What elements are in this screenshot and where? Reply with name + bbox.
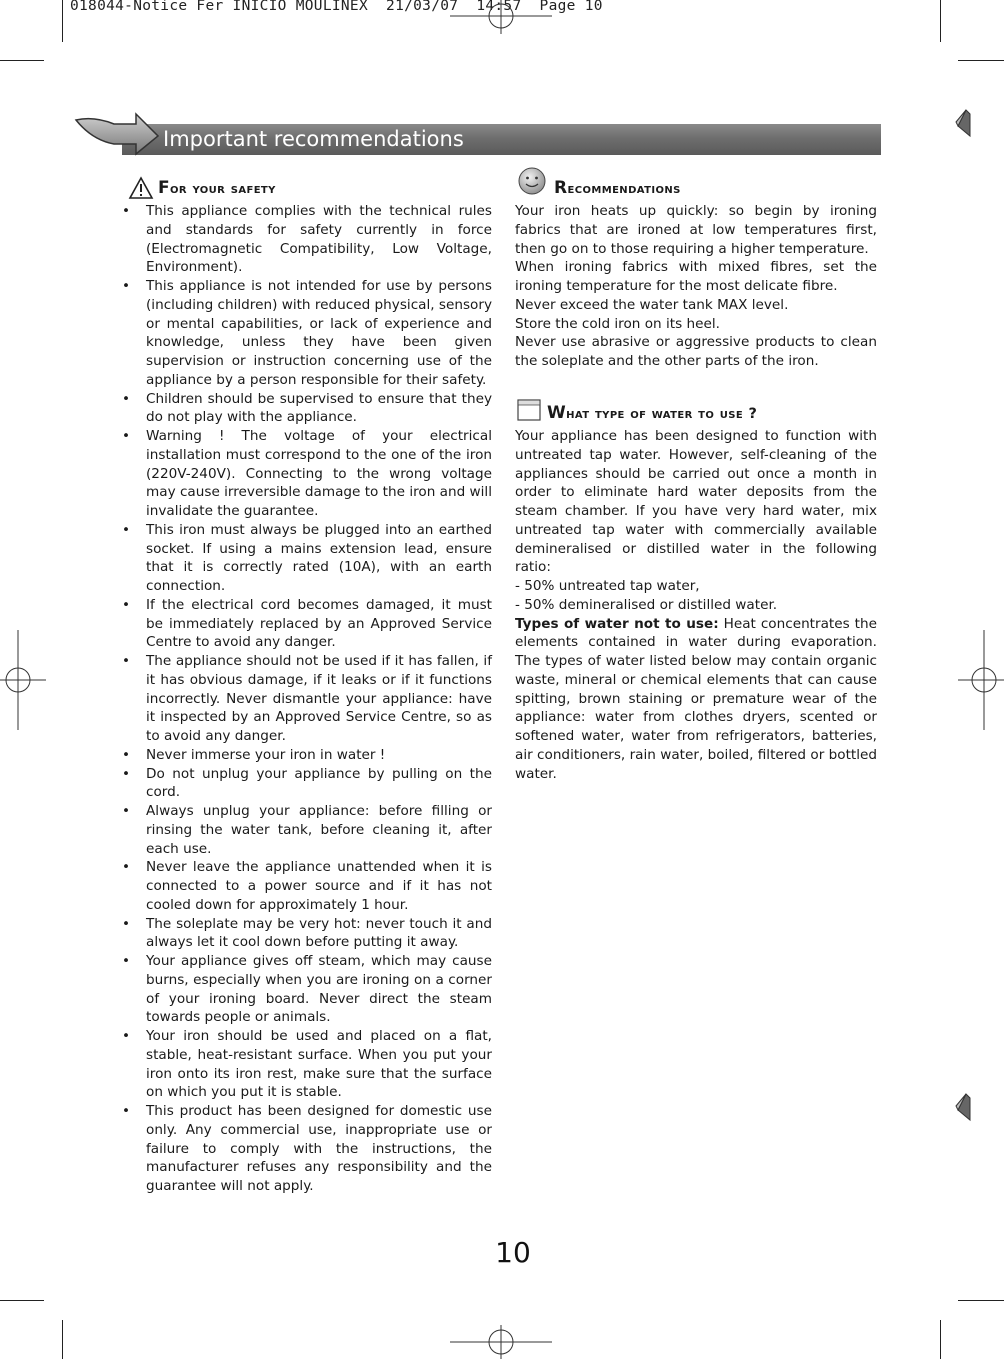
crop-mark-bottom-left-v: [62, 1320, 63, 1359]
list-item: • The appliance should not be used if it has fallen, if it has obvious damage, if it leaks or if it functions incorrectly. Never dismantle your appliance: have it inspected by an Approved Service Centre, so as to avoid any danger.: [120, 652, 492, 746]
water-heading: What type of water to use ?: [547, 403, 758, 423]
registration-mark-bottom-icon: [450, 1325, 552, 1359]
ratio-line: - 50% untreated tap water,: [515, 578, 700, 594]
ratio-line: - 50% demineralised or distilled water.: [515, 596, 778, 613]
types-label: Types of water not to use:: [515, 615, 719, 632]
crop-mark-bottom-right-v: [940, 1320, 941, 1359]
water-glass-icon: [516, 398, 542, 424]
paragraph: Never use abrasive or aggressive products to clean the soleplate and the other parts of the iron.: [515, 334, 877, 369]
paragraph: Your iron heats up quickly: so begin by ironing fabrics that are ironed at low temperatures first, then go on to those requiring a higher temperature.: [515, 203, 877, 257]
list-item: • Your appliance gives off steam, which may cause burns, especially when you are ironing on a corner of your ironing board. Never direct the steam towards people or animals.: [120, 952, 492, 1027]
list-item: • This iron must always be plugged into an earthed socket. If using a mains extension lead, ensure that it is correctly rated (10A), with an earth connection.: [120, 521, 492, 596]
list-item: • Never immerse your iron in water !: [120, 746, 492, 765]
paragraph: Your appliance has been designed to function with untreated tap water. However, self-cleaning of the appliances should be carried out once a month in order to eliminate hard water deposits from the steam chamber. If you have very hard water, mix untreated tap water with commercially available demineralised or distilled water in the following ratio:: [515, 428, 877, 576]
list-item: • Your iron should be used and placed on a flat, stable, heat-resistant surface. When you put your iron onto its iron rest, make sure that the surface on which you put it is stable.: [120, 1027, 492, 1102]
registration-mark-left-icon: [0, 630, 46, 730]
types-text: Heat concentrates the elements contained in water during evaporation. The types of water listed below may contain organic waste, mineral or chemical elements that can cause spitting, brown staining or premature wear of the appliance: water from clothes dryers, scented or softened water, water from refrigerators, batteries, air conditioners, rain water, boiled, filtered or bottled water.: [515, 615, 877, 782]
list-item: • If the electrical cord becomes damaged, it must be immediately replaced by an Approved Service Centre to avoid any danger.: [120, 596, 492, 652]
recommendations-heading: Recommendations: [554, 178, 681, 198]
warning-triangle-icon: [128, 176, 154, 200]
crop-mark-top-left-h: [0, 60, 44, 61]
print-slug: 018044-Notice Fer INICIO MOULINEX 21/03/07 14:57 Page 10: [70, 0, 603, 14]
page-tab-marker-icon: [952, 1092, 972, 1122]
list-item: • Never leave the appliance unattended when it is connected to a power source and if it has not cooled down for approximately 1 hour.: [120, 858, 492, 914]
smiley-icon: [516, 166, 548, 196]
registration-mark-top-icon: [450, 0, 552, 34]
crop-mark-bottom-right-h: [958, 1300, 1004, 1301]
crop-mark-top-right-h: [958, 60, 1004, 61]
safety-heading: For your safety: [158, 178, 276, 198]
page-title: Important recommendations: [163, 127, 464, 151]
paragraph: When ironing fabrics with mixed fibres, set the ironing temperature for the most delicate fibre.: [515, 259, 877, 294]
paragraph: Never exceed the water tank MAX level.: [515, 296, 789, 313]
paragraph: [515, 615, 877, 784]
crop-mark-top-left-v: [62, 0, 63, 42]
crop-mark-top-right-v: [940, 0, 941, 42]
list-item: • Do not unplug your appliance by pulling on the cord.: [120, 765, 492, 803]
page-tab-marker-icon: [952, 108, 972, 138]
list-item: • Always unplug your appliance: before filling or rinsing the water tank, before cleaning it, after each use.: [120, 802, 492, 858]
safety-list: [120, 202, 492, 1196]
list-item: • This product has been designed for domestic use only. Any commercial use, inappropriate use or failure to comply with the instructions, the manufacturer refuses any responsibility and the guarantee will not apply.: [120, 1102, 492, 1196]
arrow-icon: [74, 106, 164, 156]
recommendations-text: [515, 202, 877, 371]
paragraph: Store the cold iron on its heel.: [515, 315, 720, 332]
list-item: • This appliance complies with the technical rules and standards for safety currently in force (Electromagnetic Compatibility, Low Voltage, Environment).: [120, 202, 492, 277]
list-item: • Children should be supervised to ensure that they do not play with the appliance.: [120, 390, 492, 428]
list-item: • This appliance is not intended for use by persons (including children) with reduced physical, sensory or mental capabilities, or lack of experience and knowledge, unless they have been given supervision or instruction concerning use of the appliance by a person responsible for their safety.: [120, 277, 492, 390]
list-item: • The soleplate may be very hot: never touch it and always let it cool down before putting it away.: [120, 915, 492, 953]
water-text: [515, 427, 877, 783]
list-item: • Warning ! The voltage of your electrical installation must correspond to the one of the iron (220V-240V). Connecting to the wrong voltage may cause irreversible damage to the iron and will invalidate the guarantee.: [120, 427, 492, 521]
crop-mark-bottom-left-h: [0, 1300, 44, 1301]
registration-mark-right-icon: [958, 630, 1004, 730]
page-number: 10: [495, 1236, 531, 1269]
